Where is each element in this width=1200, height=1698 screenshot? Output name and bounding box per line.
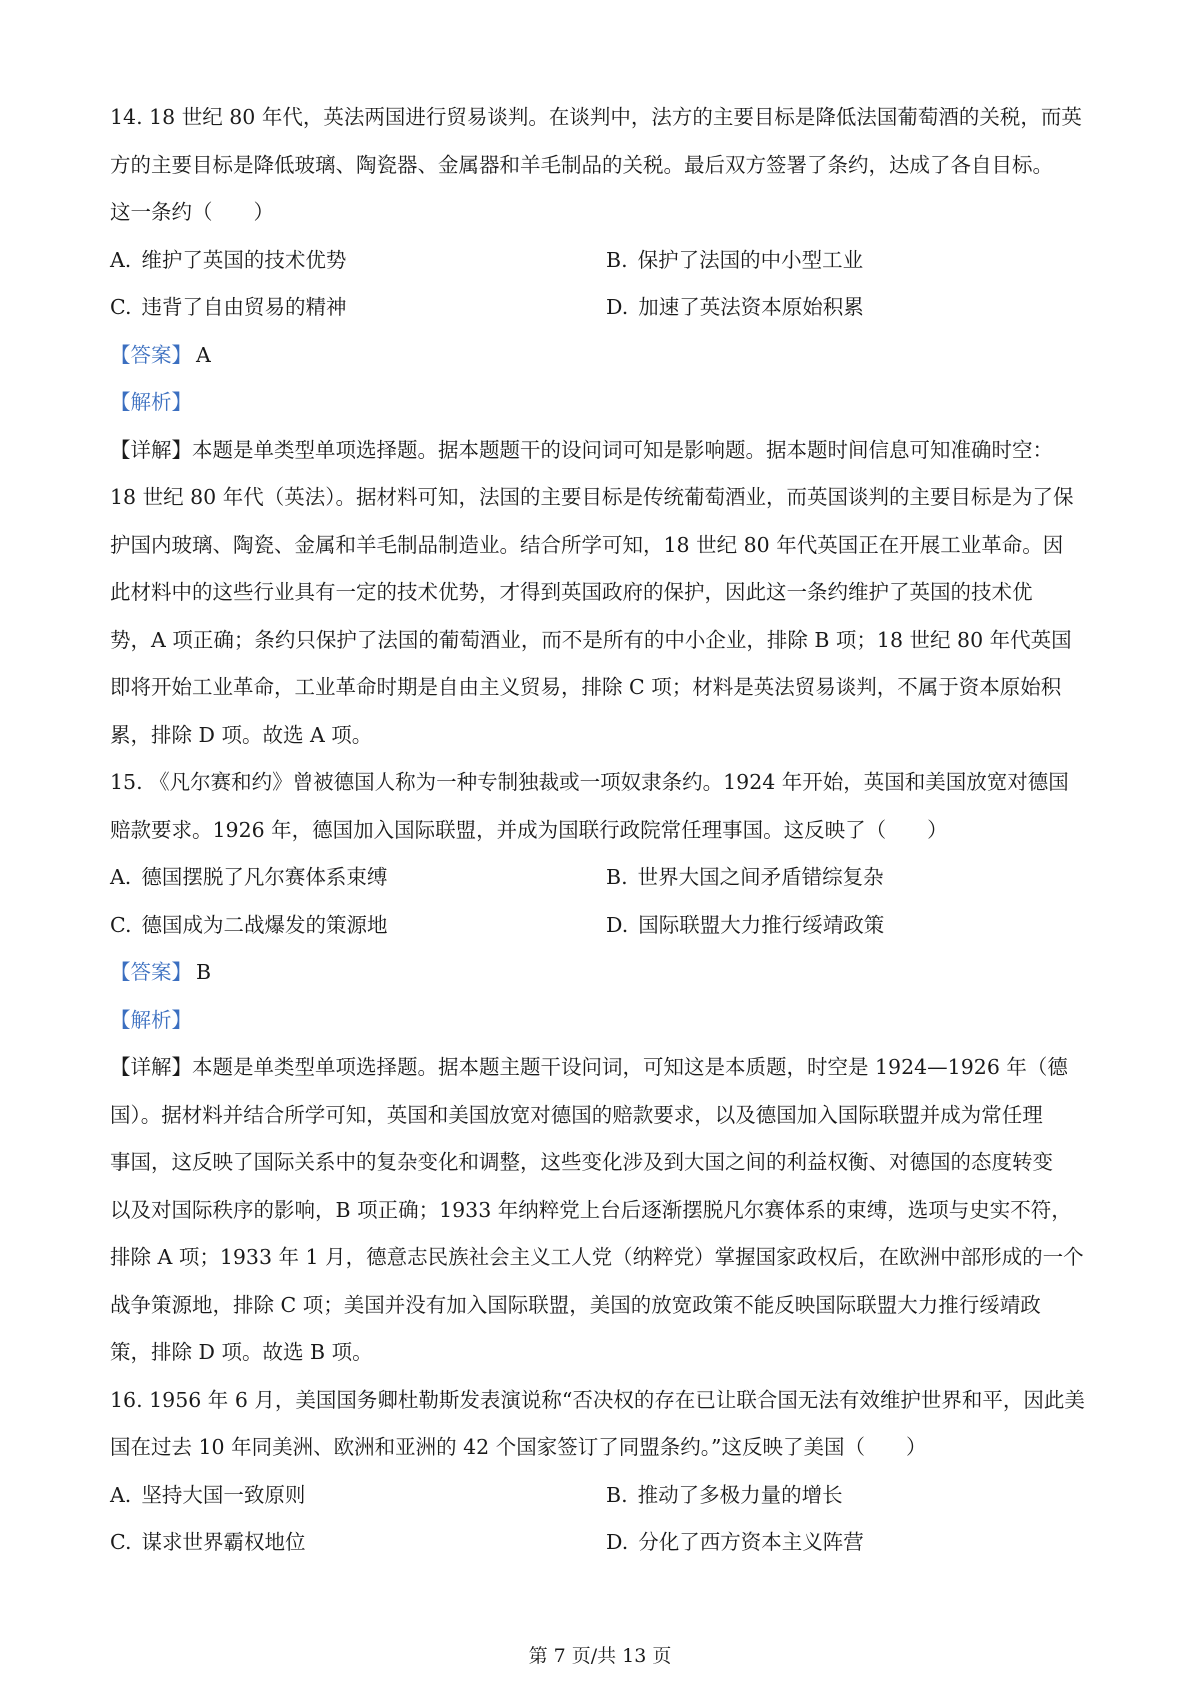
- detail-line: 即将开始工业革命，工业革命时期是自由主义贸易，排除 C 项；材料是英法贸易谈判，不属于资本原始积: [110, 675, 1062, 699]
- question-14: [110, 94, 1102, 759]
- detail-line: 事国，这反映了国际关系中的复杂变化和调整，这些变化涉及到大国之间的利益权衡、对德国的态度转变: [110, 1150, 1053, 1174]
- option-a: A. 维护了英国的技术优势: [110, 247, 347, 272]
- option-b: B. 世界大国之间矛盾错综复杂: [606, 865, 884, 889]
- options-grid: [110, 1472, 1102, 1567]
- options-grid: [110, 237, 1102, 332]
- question-stem-line: 15. 《凡尔赛和约》曾被德国人称为一种专制独裁或一项奴隶条约。1924 年开始，英国和美国放宽对德国: [110, 770, 1069, 794]
- document-page: [110, 94, 1102, 1567]
- detail-line: 势，A 项正确；条约只保护了法国的葡萄酒业，而不是所有的中小企业，排除 B 项；18 世纪 80 年代英国: [110, 627, 1072, 652]
- detail-line: 此材料中的这些行业具有一定的技术优势，才得到英国政府的保护，因此这一条约维护了英国的技术优: [110, 580, 1033, 604]
- question-stem-line: 14. 18 世纪 80 年代，英法两国进行贸易谈判。在谈判中，法方的主要目标是降低法国葡萄酒的关税，而英: [110, 105, 1082, 129]
- page-number: 第 7 页/共 13 页: [528, 1645, 672, 1667]
- detail-line: 战争策源地，排除 C 项；美国并没有加入国际联盟，美国的放宽政策不能反映国际联盟大力推行绥靖政: [110, 1292, 1041, 1317]
- detail-line: 以及对国际秩序的影响，B 项正确；1933 年纳粹党上台后逐渐摆脱凡尔赛体系的束缚，选项与史实不符，: [110, 1197, 1072, 1222]
- detail-line: 国）。据材料并结合所学可知，英国和美国放宽对德国的赔款要求，以及德国加入国际联盟并成为常任理: [110, 1102, 1043, 1127]
- question-stem-line: 16. 1956 年 6 月，美国国务卿杜勒斯发表演说称“否决权的存在已让联合国无法有效维护世界和平，因此美: [110, 1387, 1085, 1412]
- option-d: D. 分化了西方资本主义阵营: [606, 1530, 864, 1554]
- question-stem-line: 国在过去 10 年同美洲、欧洲和亚洲的 42 个国家签订了同盟条约。”这反映了美国（ ）: [110, 1435, 927, 1459]
- detail-label: 【详解】: [110, 1055, 192, 1079]
- question-16: [110, 1377, 1102, 1567]
- answer-value: A: [196, 342, 211, 367]
- question-15: [110, 759, 1102, 1377]
- detail-line: 【详解】本题是单类型单项选择题。据本题题干的设问词可知是影响题。据本题时间信息可知准确时空：: [110, 437, 1053, 462]
- detail-label: 【详解】: [110, 437, 192, 462]
- option-c: C. 违背了自由贸易的精神: [110, 295, 347, 319]
- detail-line: 排除 A 项；1933 年 1 月，德意志民族社会主义工人党（纳粹党）掌握国家政权后，在欧洲中部形成的一个: [110, 1245, 1084, 1269]
- detail-line: 策，排除 D 项。故选 B 项。: [110, 1340, 373, 1364]
- analysis-label: 【解析】: [110, 390, 192, 414]
- analysis-label: 【解析】: [110, 1007, 192, 1032]
- option-b: B. 推动了多极力量的增长: [606, 1482, 843, 1507]
- answer-label: 【答案】: [110, 342, 192, 367]
- question-stem-line: 赔款要求。1926 年，德国加入国际联盟，并成为国联行政院常任理事国。这反映了（ ）: [110, 817, 948, 842]
- option-d: D. 国际联盟大力推行绥靖政策: [606, 912, 885, 937]
- answer-value: B: [196, 960, 212, 984]
- detail-line: 累，排除 D 项。故选 A 项。: [110, 722, 373, 747]
- question-stem-line: 方的主要目标是降低玻璃、陶瓷器、金属器和羊毛制品的关税。最后双方签署了条约，达成了各自目标。: [110, 152, 1053, 177]
- option-c: C. 德国成为二战爆发的策源地: [110, 912, 388, 937]
- option-a: A. 坚持大国一致原则: [110, 1482, 306, 1507]
- answer-line: [110, 332, 1102, 380]
- detail-line: 18 世纪 80 年代（英法）。据材料可知，法国的主要目标是传统葡萄酒业，而英国谈判的主要目标是为了保: [110, 485, 1074, 509]
- option-a: A. 德国摆脱了凡尔赛体系束缚: [110, 865, 388, 889]
- options-grid: [110, 854, 1102, 949]
- answer-line: [110, 949, 1102, 997]
- option-c: C. 谋求世界霸权地位: [110, 1530, 306, 1554]
- option-b: B. 保护了法国的中小型工业: [606, 247, 864, 272]
- detail-line: 【详解】本题是单类型单项选择题。据本题主题干设问词，可知这是本质题，时空是 1924—1926 年（德: [110, 1055, 1068, 1079]
- detail-line: 护国内玻璃、陶瓷、金属和羊毛制品制造业。结合所学可知，18 世纪 80 年代英国正在开展工业革命。因: [110, 532, 1064, 557]
- answer-label: 【答案】: [110, 960, 192, 984]
- option-d: D. 加速了英法资本原始积累: [606, 295, 864, 319]
- question-stem-line: 这一条约（ ）: [110, 200, 274, 224]
